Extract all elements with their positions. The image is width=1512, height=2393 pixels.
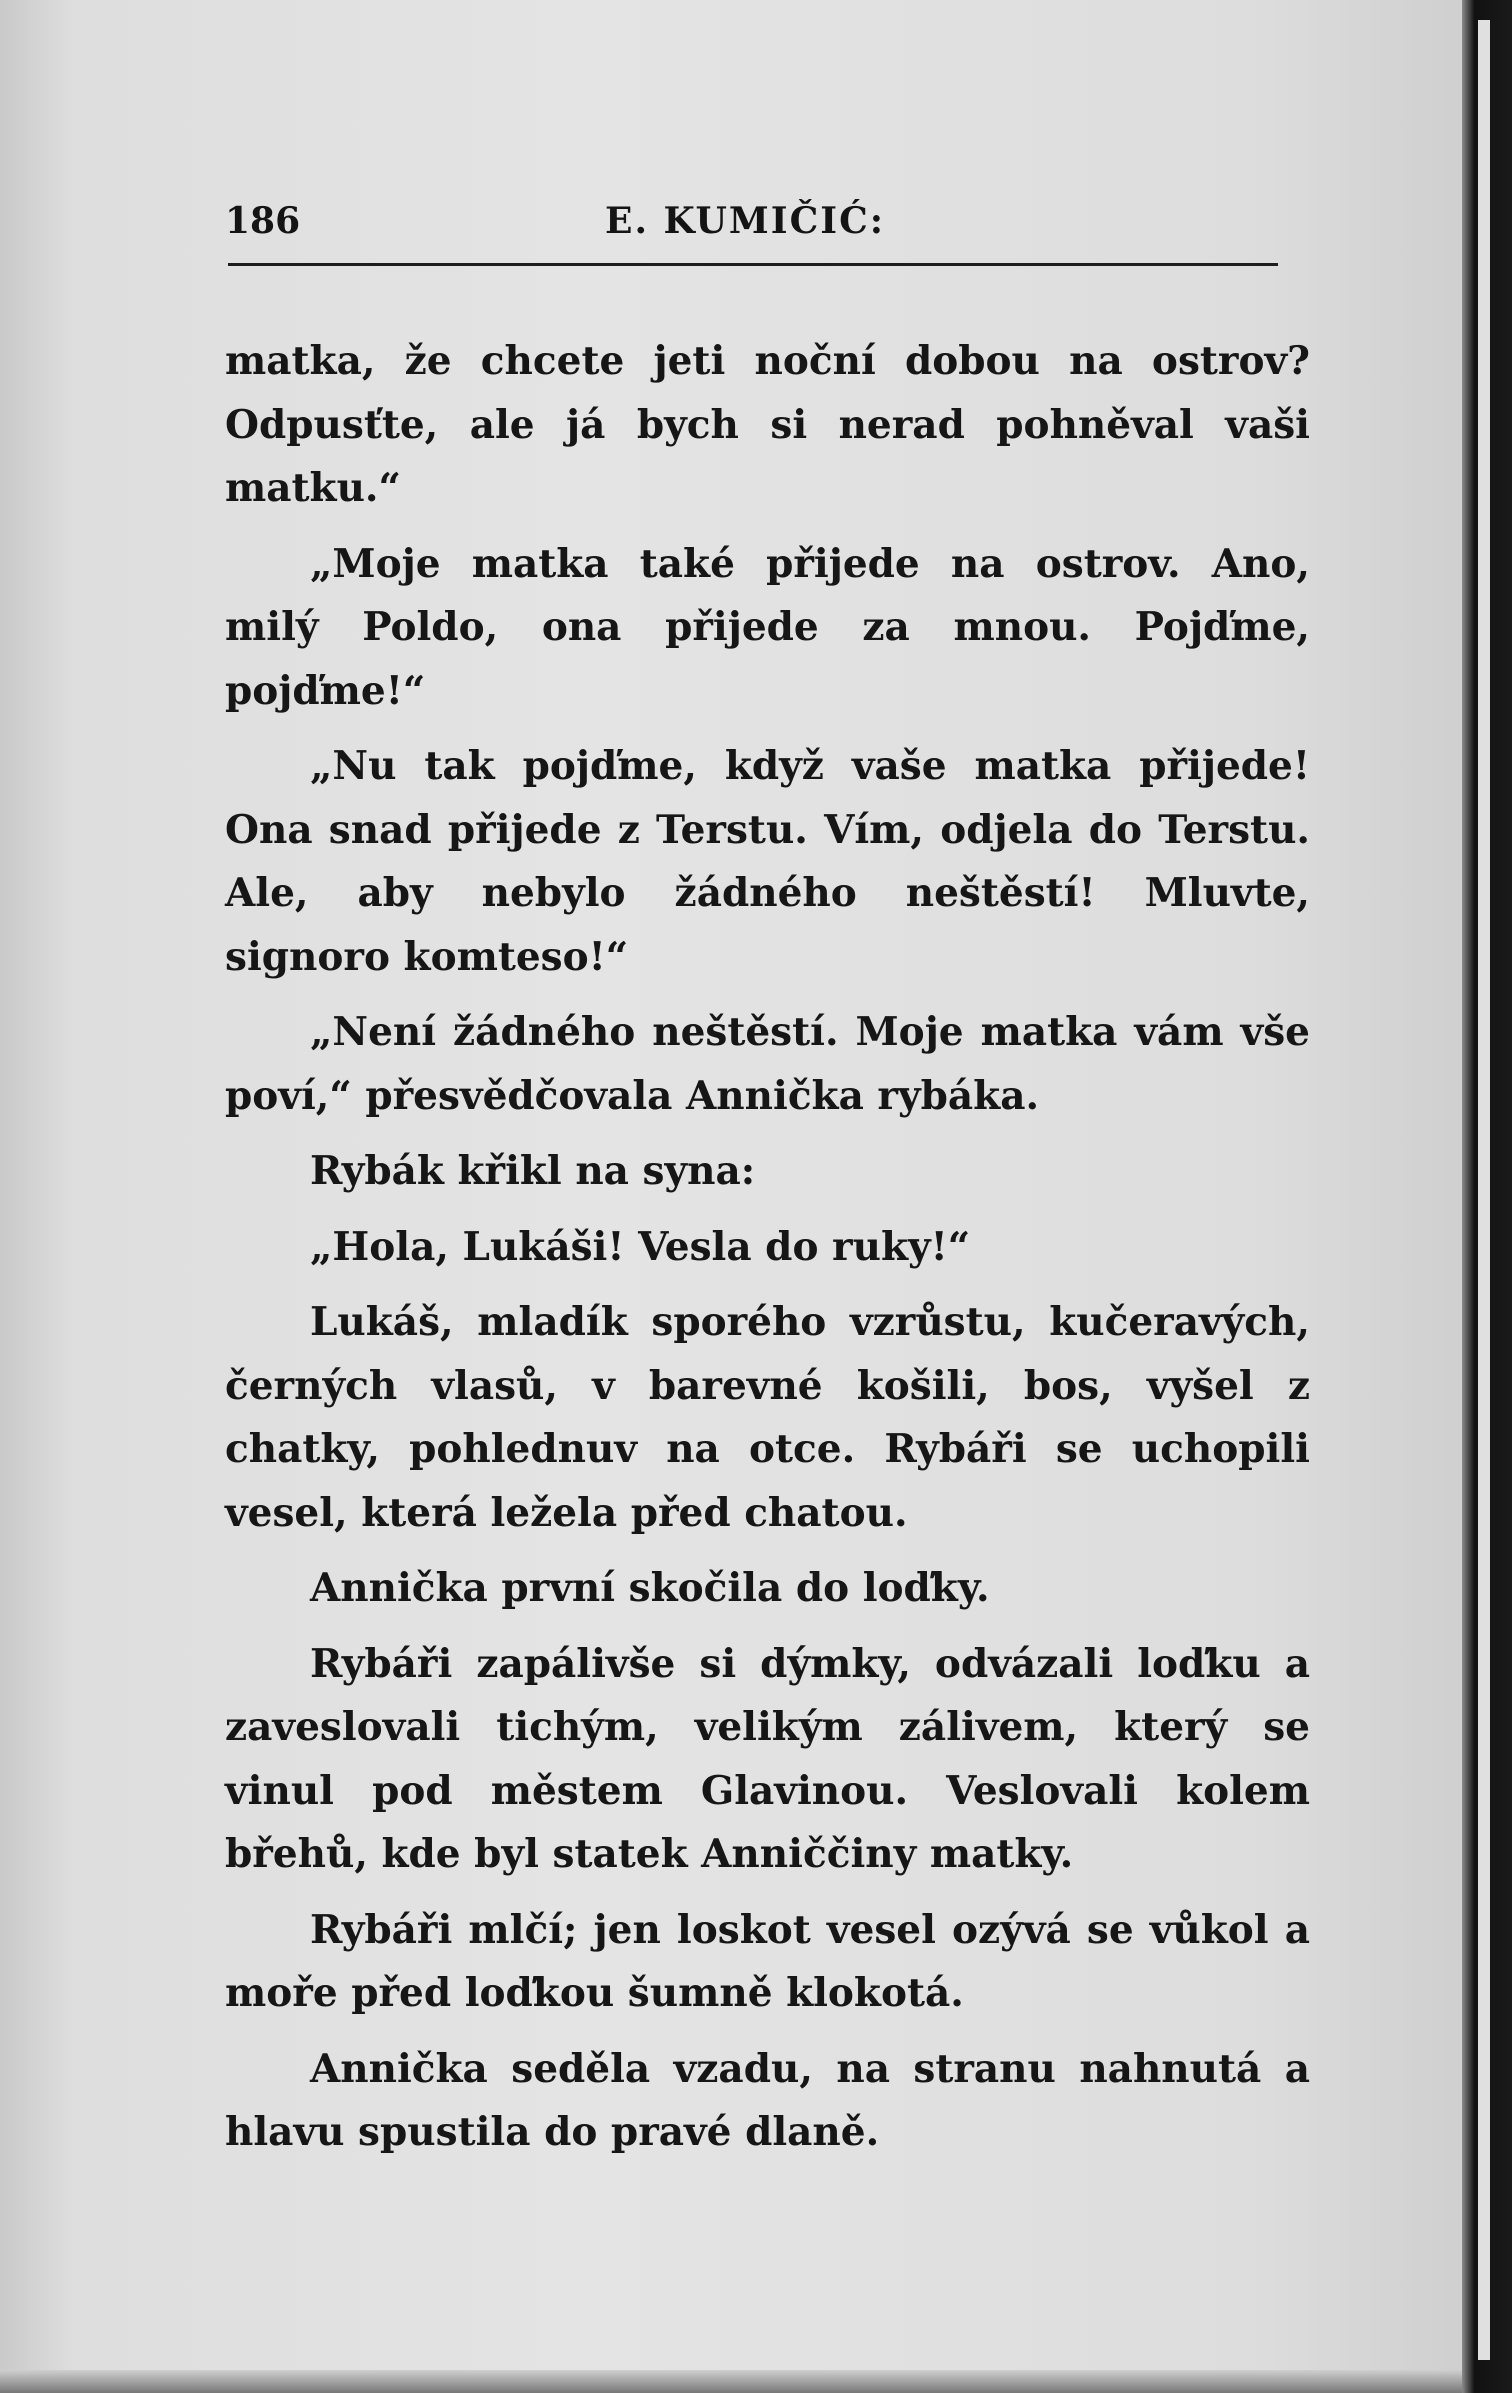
scan-bottom-edge [0, 2370, 1470, 2393]
paragraph: „Moje matka také přijede na ostrov. Ano, milý Poldo, ona přijede za mnou. Pojďme, pojďme!“ [225, 540, 1310, 714]
paragraph: Rybáři zapálivše si dýmky, odvázali loďku a zaveslovali tichým, velikým zálivem, který se vinul pod městem Glavinou. Veslovali kolem břehů, kde byl statek Anniččiny matky. [225, 1640, 1310, 1877]
running-head: E. KUMIČIĆ: [605, 200, 886, 242]
next-page-sliver [1478, 20, 1490, 2360]
paragraph: Annička seděla vzadu, na stranu nahnutá a hlavu spustila do pravé dlaně. [225, 2045, 1310, 2155]
body-text [225, 330, 1310, 2165]
header-rule [228, 263, 1278, 266]
paragraph: matka, že chcete jeti noční dobou na ostrov? Odpusťte, ale já bych si nerad pohněval vaši matku.“ [225, 338, 1310, 511]
page-header [225, 200, 1280, 260]
paragraph: „Nu tak pojďme, když vaše matka přijede! Ona snad přijede z Terstu. Vím, odjela do Terstu. Ale, aby nebylo žádného neštěstí! Mluvte, signoro komteso!“ [225, 743, 1310, 980]
paragraph: Rybák křikl na syna: [310, 1148, 756, 1194]
paragraph: Annička první skočila do loďky. [310, 1565, 990, 1611]
paragraph: Rybáři mlčí; jen loskot vesel ozývá se vůkol a moře před loďkou šumně klokotá. [225, 1906, 1310, 2016]
paragraph: „Není žádného neštěstí. Moje matka vám vše poví,“ přesvědčovala Annička rybáka. [225, 1009, 1310, 1119]
paragraph: Lukáš, mladík sporého vzrůstu, kučeravých, černých vlasů, v barevné košili, bos, vyšel z chatky, pohlednuv na otce. Rybáři se uchopili vesel, která ležela před chatou. [225, 1299, 1310, 1536]
page-number: 186 [225, 200, 301, 242]
paragraph: „Hola, Lukáši! Vesla do ruky!“ [310, 1223, 971, 1270]
